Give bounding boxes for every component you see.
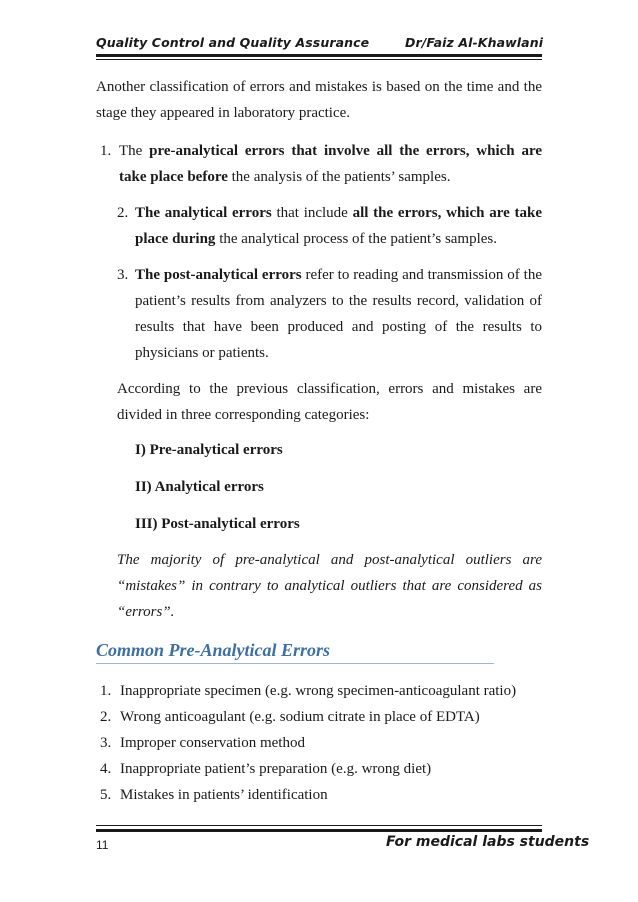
list-item: 5. Mistakes in patients’ identification: [100, 787, 328, 803]
intro-paragraph: Another classification of errors and mistakes is based on the time and the stage they appeared in laboratory practice.: [96, 79, 542, 121]
section-heading: Common Pre-Analytical Errors: [96, 640, 331, 660]
running-header-author: Dr/Faiz Al-Khawlani: [405, 35, 544, 50]
category-post-analytical: III) Post-analytical errors: [135, 516, 300, 532]
running-header-title: Quality Control and Quality Assurance: [96, 35, 370, 50]
footer-rule-thin: [96, 825, 542, 826]
item-2-text: The analytical errors that include all the errors, which are take place during the analytical process of the patient’s samples.: [135, 205, 542, 247]
list-item: 2. Wrong anticoagulant (e.g. sodium citrate in place of EDTA): [100, 709, 480, 725]
item-1-text: The pre-analytical errors that involve all the errors, which are take place before the analysis of the patients’ samples.: [119, 143, 542, 185]
list-item: 4. Inappropriate patient’s preparation (e.g. wrong diet): [100, 761, 432, 777]
page-number: 11: [96, 838, 109, 852]
classification-paragraph: According to the previous classification, errors and mistakes are divided in three corresponding categories:: [117, 381, 542, 423]
item-3-number: 3.: [117, 267, 129, 283]
item-1-bold: pre-analytical errors that involve all the errors, which are take place before: [119, 143, 542, 185]
item-1-number: 1.: [100, 143, 112, 159]
footer-audience: For medical labs students: [386, 834, 590, 850]
item-2-number: 2.: [117, 205, 129, 221]
list-item: 3. Improper conservation method: [100, 735, 305, 751]
item-3-text: The post-analytical errors refer to reading and transmission of the patient’s results from analyzers to the results record, validation of results that have been produced and posting of the results to physicians or patients.: [135, 267, 542, 361]
footer-rule-thick: [96, 829, 542, 832]
category-pre-analytical: I) Pre-analytical errors: [135, 442, 283, 458]
section-heading-rule: [96, 663, 494, 664]
header-rule-thick: [96, 54, 542, 57]
header-rule-thin: [96, 59, 542, 60]
list-item: 1. Inappropriate specimen (e.g. wrong specimen-anticoagulant ratio): [100, 683, 517, 699]
category-analytical: II) Analytical errors: [135, 479, 264, 495]
mistakes-vs-errors-note: The majority of pre-analytical and post-analytical outliers are “mistakes” in contrary to analytical outliers that are considered as “errors”.: [117, 552, 542, 620]
